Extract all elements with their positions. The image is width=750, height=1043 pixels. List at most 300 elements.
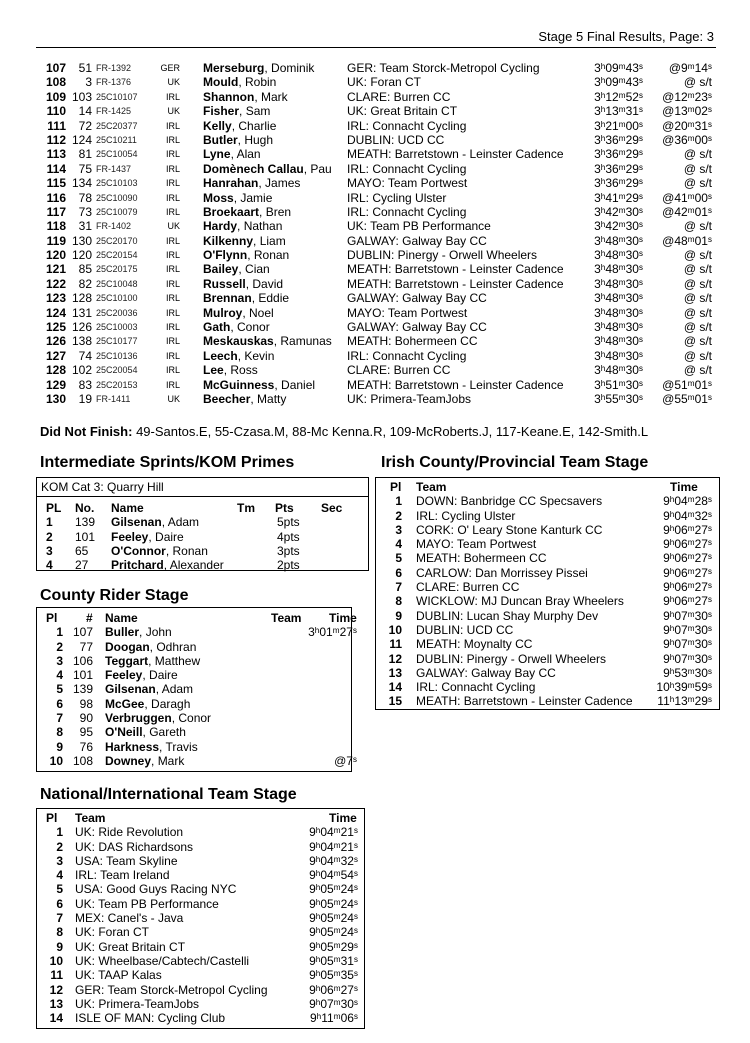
time-gap: @ s/t — [683, 75, 712, 90]
place: 13 — [388, 665, 402, 680]
rider-name: Bailey, Cian — [203, 262, 270, 277]
time-gap: @ s/t — [683, 305, 712, 320]
result-row — [40, 349, 716, 363]
team-name: GER: Team Storck-Metropol Cycling — [75, 982, 268, 997]
place: 118 — [46, 219, 66, 234]
county-row — [37, 682, 351, 696]
sprints-head-no: No. — [75, 501, 95, 515]
place: 2 — [395, 508, 402, 523]
team-name: CLARE: Burren CC — [347, 363, 451, 378]
place: 3 — [46, 543, 53, 558]
rider-surname: Gilsenan — [105, 682, 156, 697]
place: 8 — [56, 725, 63, 740]
rider-firstname: Adam — [167, 515, 200, 530]
rider-surname: McGee — [105, 696, 145, 711]
bib-number: 90 — [79, 711, 93, 726]
rider-surname: Hanrahan — [203, 176, 259, 191]
team-time: 9ʰ06ᵐ27ˢ — [663, 537, 712, 552]
place: 10 — [49, 953, 63, 968]
rider-firstname: Jamie — [240, 190, 273, 205]
place: 122 — [45, 276, 66, 291]
points: 5pts — [277, 515, 300, 530]
place: 108 — [45, 75, 66, 90]
team-name: GALWAY: Galway Bay CC — [347, 291, 487, 306]
national-box — [36, 808, 365, 1029]
place: 113 — [46, 147, 66, 162]
sprints-header-row — [37, 501, 368, 515]
bib-number: 138 — [71, 334, 92, 349]
rider-name: Verbruggen, Conor — [105, 711, 212, 726]
team-name: DOWN: Banbridge CC Specsavers — [416, 494, 603, 509]
rider-name: Brennan, Eddie — [203, 291, 290, 306]
result-row — [40, 205, 716, 219]
team-time: 9ʰ53ᵐ30ˢ — [663, 665, 712, 680]
bib-number: 134 — [71, 176, 92, 191]
county-head-no: # — [86, 611, 93, 625]
time-gap: @ s/t — [683, 291, 712, 306]
place: 5 — [395, 551, 402, 566]
rider-name: Merseburg, Dominik — [203, 61, 315, 75]
rider-surname: Lyne — [203, 147, 231, 162]
rider-name: Domènech Callau, Pau — [203, 161, 332, 176]
sprints-title: Intermediate Sprints/KOM Primes — [40, 454, 295, 471]
nationality: IRL — [165, 350, 180, 361]
team-name: UK: Ride Revolution — [75, 825, 184, 840]
place: 128 — [45, 363, 66, 378]
place: 14 — [388, 680, 402, 695]
team-name: GALWAY: Galway Bay CC — [416, 665, 556, 680]
county-row — [37, 740, 351, 754]
nationality: IRL — [165, 120, 180, 131]
rider-firstname: Odhran — [156, 639, 197, 654]
national-row — [37, 940, 364, 954]
place: 1 — [56, 625, 63, 640]
rider-firstname: Dominik — [271, 61, 315, 75]
national-header-row — [37, 811, 364, 825]
team-name: MEATH: Moynalty CC — [416, 637, 533, 652]
team-name: MEATH: Bohermeen CC — [416, 551, 547, 566]
team-name: MEATH: Barretstown - Leinster Cadence — [347, 262, 564, 277]
county-head-pl: Pl — [46, 611, 58, 625]
rider-surname: Domènech Callau — [203, 161, 304, 176]
rider-firstname: Ronan — [253, 248, 290, 263]
licence-number: FR-1411 — [96, 393, 131, 404]
place: 121 — [45, 262, 66, 277]
county-head-time: Time — [329, 611, 357, 625]
national-row — [37, 968, 364, 982]
bib-number: 124 — [71, 132, 92, 147]
rider-surname: Kelly — [203, 118, 232, 133]
rider-firstname: Bren — [265, 204, 292, 219]
team-time: 9ʰ05ᵐ24ˢ — [309, 925, 358, 940]
rider-surname: Shannon — [203, 89, 255, 104]
rider-name: McGee, Daragh — [105, 696, 191, 711]
rider-firstname: Charlie — [238, 118, 277, 133]
nationality: IRL — [165, 250, 180, 261]
bib-number: 73 — [78, 204, 92, 219]
bib-number: 126 — [71, 320, 92, 335]
place: 6 — [56, 696, 63, 711]
finish-time: 3ʰ36ᵐ29ˢ — [594, 161, 643, 176]
sprint-row — [37, 515, 368, 529]
place: 2 — [46, 529, 53, 544]
place: 3 — [395, 522, 402, 537]
points: 3pts — [277, 543, 300, 558]
rider-firstname: Cian — [245, 262, 270, 277]
sprints-head-sec: Sec — [321, 501, 343, 515]
rider-firstname: Daniel — [281, 377, 316, 392]
rider-surname: Butler — [203, 132, 238, 147]
county-row — [37, 654, 351, 668]
rider-name: Lyne, Alan — [203, 147, 261, 162]
bib-number: 27 — [75, 558, 89, 573]
national-row — [37, 882, 364, 896]
team-name: MAYO: Team Portwest — [347, 305, 468, 320]
rider-firstname: Adam — [161, 682, 194, 697]
rider-surname: Lee — [203, 363, 224, 378]
licence-number: FR-1376 — [96, 77, 132, 88]
nationality: IRL — [165, 149, 180, 160]
team-name: USA: Team Skyline — [75, 853, 178, 868]
team-name: UK: DAS Richardsons — [75, 839, 194, 854]
rider-surname: Harkness — [105, 739, 160, 754]
rider-firstname: Pau — [310, 161, 332, 176]
team-name: UK: Team PB Performance — [347, 219, 491, 234]
rider-surname: Russell — [203, 276, 246, 291]
result-row — [40, 176, 716, 190]
national-row — [37, 854, 364, 868]
rider-firstname: Robin — [245, 75, 277, 90]
time-gap: @12ᵐ23ˢ — [662, 89, 712, 104]
bib-number: 98 — [79, 696, 93, 711]
team-name: DUBLIN: Pinergy - Orwell Wheelers — [416, 651, 607, 666]
licence-number: 25C20153 — [96, 379, 138, 390]
team-name: UK: Great Britain CT — [347, 104, 458, 119]
team-time: 9ʰ05ᵐ31ˢ — [309, 953, 358, 968]
bib-number: 139 — [72, 682, 93, 697]
rider-name: Gilsenan, Adam — [105, 682, 194, 697]
team-name: MEATH: Bohermeen CC — [347, 334, 478, 349]
national-head-pl: Pl — [46, 811, 58, 825]
rider-surname: Mulroy — [203, 305, 243, 320]
nationality: IRL — [165, 206, 180, 217]
team-name: USA: Good Guys Racing NYC — [75, 882, 237, 897]
team-name: IRL: Connacht Cycling — [416, 680, 536, 695]
sprints-box — [36, 477, 369, 571]
place: 6 — [395, 565, 402, 580]
place: 9 — [56, 739, 63, 754]
irish-row — [376, 494, 719, 508]
irish-row — [376, 551, 719, 565]
bib-number: 65 — [75, 543, 89, 558]
nationality: IRL — [165, 379, 180, 390]
place: 129 — [45, 377, 66, 392]
team-name: UK: TAAP Kalas — [75, 968, 162, 983]
result-row — [40, 162, 716, 176]
rider-name: Lee, Ross — [203, 363, 258, 378]
team-name: DUBLIN: UCD CC — [416, 622, 514, 637]
bib-number: 139 — [75, 515, 96, 530]
place: 5 — [56, 682, 63, 697]
result-row — [40, 234, 716, 248]
national-row — [37, 954, 364, 968]
irish-row — [376, 680, 719, 694]
place: 12 — [388, 651, 402, 666]
rider-surname: Feeley — [111, 529, 149, 544]
page-header: Stage 5 Final Results, Page: 3 — [538, 29, 714, 44]
rider-name: Beecher, Matty — [203, 391, 287, 406]
team-time: 9ʰ05ᵐ24ˢ — [309, 882, 358, 897]
team-time: 9ʰ05ᵐ24ˢ — [309, 911, 358, 926]
licence-number: FR-1425 — [96, 106, 132, 117]
rider-surname: O'Flynn — [203, 248, 248, 263]
results-table — [40, 61, 716, 406]
team-name: WICKLOW: MJ Duncan Bray Wheelers — [416, 594, 624, 609]
team-name: IRL: Connacht Cycling — [347, 118, 467, 133]
time-gap: @9ᵐ14ˢ — [668, 61, 712, 75]
time-gap: @55ᵐ01ˢ — [662, 391, 712, 406]
irish-row — [376, 694, 719, 708]
rider-firstname: James — [265, 176, 301, 191]
result-row — [40, 75, 716, 89]
rider-firstname: David — [252, 276, 284, 291]
place: 125 — [45, 320, 66, 335]
bib-number: 120 — [71, 248, 92, 263]
licence-number: 25C10211 — [96, 134, 137, 145]
rider-surname: Verbruggen — [105, 711, 172, 726]
bib-number: 14 — [78, 104, 92, 119]
team-time: 9ʰ06ᵐ27ˢ — [663, 565, 712, 580]
bib-number: 108 — [72, 753, 93, 768]
team-time: 10ʰ39ᵐ59ˢ — [656, 680, 712, 695]
finish-time: 3ʰ36ᵐ29ˢ — [594, 132, 643, 147]
finish-time: 3ʰ48ᵐ30ˢ — [594, 348, 643, 363]
finish-time: 3ʰ41ᵐ29ˢ — [594, 190, 643, 205]
place: 112 — [46, 132, 66, 147]
place: 14 — [49, 1011, 63, 1026]
rider-surname: Kilkenny — [203, 233, 254, 248]
rider-surname: Moss — [203, 190, 234, 205]
rider-surname: Fisher — [203, 104, 240, 119]
rider-name: Kilkenny, Liam — [203, 233, 286, 248]
irish-row — [376, 609, 719, 623]
team-time: 9ʰ04ᵐ32ˢ — [663, 508, 712, 523]
irish-row — [376, 580, 719, 594]
place: 114 — [46, 161, 66, 176]
finish-time: 3ʰ12ᵐ52ˢ — [594, 89, 643, 104]
team-name: UK: Primera-TeamJobs — [75, 996, 200, 1011]
county-row — [37, 668, 351, 682]
finish-time: 3ʰ36ᵐ29ˢ — [594, 176, 643, 191]
time-gap: @ s/t — [683, 176, 712, 191]
time-gap: @42ᵐ01ˢ — [662, 204, 712, 219]
sprint-row — [37, 558, 368, 572]
national-row — [37, 1011, 364, 1025]
national-row — [37, 983, 364, 997]
finish-time: @7ˢ — [334, 753, 357, 768]
header-rule — [36, 47, 716, 48]
team-time: 9ʰ06ᵐ27ˢ — [663, 594, 712, 609]
place: 3 — [56, 653, 63, 668]
licence-number: 25C10090 — [96, 192, 138, 203]
rider-firstname: Nathan — [243, 219, 283, 234]
bib-number: 128 — [71, 291, 92, 306]
team-name: UK: Primera-TeamJobs — [347, 391, 472, 406]
rider-firstname: Matty — [257, 391, 287, 406]
licence-number: 25C10107 — [96, 91, 138, 102]
place: 11 — [389, 637, 402, 652]
licence-number: FR-1402 — [96, 221, 132, 232]
team-time: 9ʰ04ᵐ28ˢ — [663, 494, 712, 509]
licence-number: 25C10136 — [96, 350, 138, 361]
rider-firstname: Sam — [245, 104, 271, 119]
dnf-label: Did Not Finish: — [40, 424, 133, 439]
national-title: National/International Team Stage — [40, 786, 297, 803]
place: 15 — [388, 694, 402, 709]
team-name: IRL: Cycling Ulster — [347, 190, 447, 205]
team-time: 9ʰ06ᵐ27ˢ — [663, 551, 712, 566]
bib-number: 130 — [71, 233, 92, 248]
bib-number: 103 — [71, 89, 92, 104]
rider-name: Shannon, Mark — [203, 89, 288, 104]
rider-name: McGuinness, Daniel — [203, 377, 316, 392]
time-gap: @48ᵐ01ˢ — [662, 233, 712, 248]
team-name: IRL: Team Ireland — [75, 868, 170, 883]
sprints-head-pts: Pts — [275, 501, 294, 515]
rider-firstname: Ross — [230, 363, 258, 378]
county-row — [37, 640, 351, 654]
irish-row — [376, 623, 719, 637]
rider-surname: Doogan — [105, 639, 150, 654]
nationality: UK — [167, 221, 180, 232]
team-name: MEATH: Barretstown - Leinster Cadence — [416, 694, 633, 709]
sprints-head-name: Name — [111, 501, 144, 515]
place: 119 — [46, 233, 66, 248]
rider-firstname: Alexander — [169, 558, 224, 573]
time-gap: @ s/t — [683, 219, 712, 234]
bib-number: 95 — [79, 725, 93, 740]
time-gap: @ s/t — [683, 147, 712, 162]
nationality: IRL — [165, 178, 180, 189]
place: 109 — [45, 89, 66, 104]
result-row — [40, 334, 716, 348]
rider-name: Harkness, Travis — [105, 739, 198, 754]
bib-number: 106 — [72, 653, 93, 668]
team-name: UK: Great Britain CT — [75, 939, 186, 954]
place: 10 — [388, 622, 402, 637]
nationality: IRL — [165, 278, 180, 289]
finish-time: 3ʰ09ᵐ43ˢ — [594, 75, 643, 90]
licence-number: 25C20154 — [96, 250, 138, 261]
licence-number: 25C10003 — [96, 322, 138, 333]
irish-row — [376, 637, 719, 651]
licence-number: 25C10100 — [96, 293, 138, 304]
place: 9 — [395, 608, 402, 623]
rider-name: Gilsenan, Adam — [111, 515, 200, 530]
rider-surname: Hardy — [203, 219, 238, 234]
national-row — [37, 997, 364, 1011]
licence-number: 25C20175 — [96, 264, 138, 275]
time-gap: @20ᵐ31ˢ — [662, 118, 712, 133]
place: 117 — [46, 204, 66, 219]
finish-time: 3ʰ48ᵐ30ˢ — [594, 291, 643, 306]
rider-name: Mould, Robin — [203, 75, 277, 90]
result-row — [40, 277, 716, 291]
did-not-finish — [40, 424, 648, 439]
finish-time: 3ʰ42ᵐ30ˢ — [594, 204, 643, 219]
county-head-team: Team — [271, 611, 302, 625]
bib-number: 76 — [79, 739, 93, 754]
rider-name: Russell, David — [203, 276, 284, 291]
team-name: UK: Foran CT — [347, 75, 422, 90]
irish-row — [376, 594, 719, 608]
county-row — [37, 697, 351, 711]
team-time: 9ʰ06ᵐ27ˢ — [663, 580, 712, 595]
result-row — [40, 219, 716, 233]
rider-firstname: Conor — [237, 320, 270, 335]
bib-number: 31 — [78, 219, 92, 234]
team-time: 9ʰ04ᵐ21ˢ — [309, 839, 358, 854]
bib-number: 75 — [78, 161, 92, 176]
place: 4 — [56, 868, 63, 883]
team-time: 9ʰ06ᵐ27ˢ — [309, 982, 358, 997]
team-time: 9ʰ05ᵐ29ˢ — [309, 939, 358, 954]
finish-time: 3ʰ21ᵐ00ˢ — [594, 118, 643, 133]
nationality: IRL — [165, 163, 180, 174]
rider-surname: O'Connor — [111, 543, 166, 558]
time-gap: @51ᵐ01ˢ — [662, 377, 712, 392]
national-row — [37, 925, 364, 939]
county-row — [37, 725, 351, 739]
rider-surname: Beecher — [203, 391, 251, 406]
rider-name: Doogan, Odhran — [105, 639, 197, 654]
bib-number: 101 — [75, 529, 96, 544]
place: 1 — [395, 494, 402, 509]
dnf-list: 49-Santos.E, 55-Czasa.M, 88-Mc Kenna.R, 109-McRoberts.J, 117-Keane.E, 142-Smith.L — [136, 424, 649, 439]
rider-surname: Gilsenan — [111, 515, 162, 530]
place: 4 — [46, 558, 53, 573]
nationality: GER — [160, 63, 180, 73]
place: 4 — [56, 668, 63, 683]
team-time: 9ʰ07ᵐ30ˢ — [663, 637, 712, 652]
team-name: MAYO: Team Portwest — [347, 176, 468, 191]
licence-number: 25C10079 — [96, 206, 138, 217]
finish-time: 3ʰ48ᵐ30ˢ — [594, 334, 643, 349]
team-name: ISLE OF MAN: Cycling Club — [75, 1011, 226, 1026]
rider-surname: Gath — [203, 320, 231, 335]
irish-row — [376, 523, 719, 537]
rider-name: Kelly, Charlie — [203, 118, 277, 133]
place: 13 — [49, 996, 63, 1011]
sprints-head-tm: Tm — [237, 501, 255, 515]
licence-number: 25C10048 — [96, 278, 138, 289]
bib-number: 77 — [79, 639, 93, 654]
irish-row — [376, 566, 719, 580]
bib-number: 85 — [78, 262, 92, 277]
team-name: MEX: Canel's - Java — [75, 911, 184, 926]
team-time: 9ʰ04ᵐ21ˢ — [309, 825, 358, 840]
team-time: 9ʰ07ᵐ30ˢ — [663, 651, 712, 666]
team-name: CORK: O' Leary Stone Kanturk CC — [416, 522, 603, 537]
rider-surname: Bailey — [203, 262, 239, 277]
place: 1 — [46, 515, 53, 530]
rider-surname: Teggart — [105, 653, 149, 668]
rider-surname: Pritchard — [111, 558, 164, 573]
nationality: IRL — [165, 365, 180, 376]
rider-name: Gath, Conor — [203, 320, 270, 335]
time-gap: @ s/t — [683, 348, 712, 363]
licence-number: 25C10054 — [96, 149, 138, 160]
